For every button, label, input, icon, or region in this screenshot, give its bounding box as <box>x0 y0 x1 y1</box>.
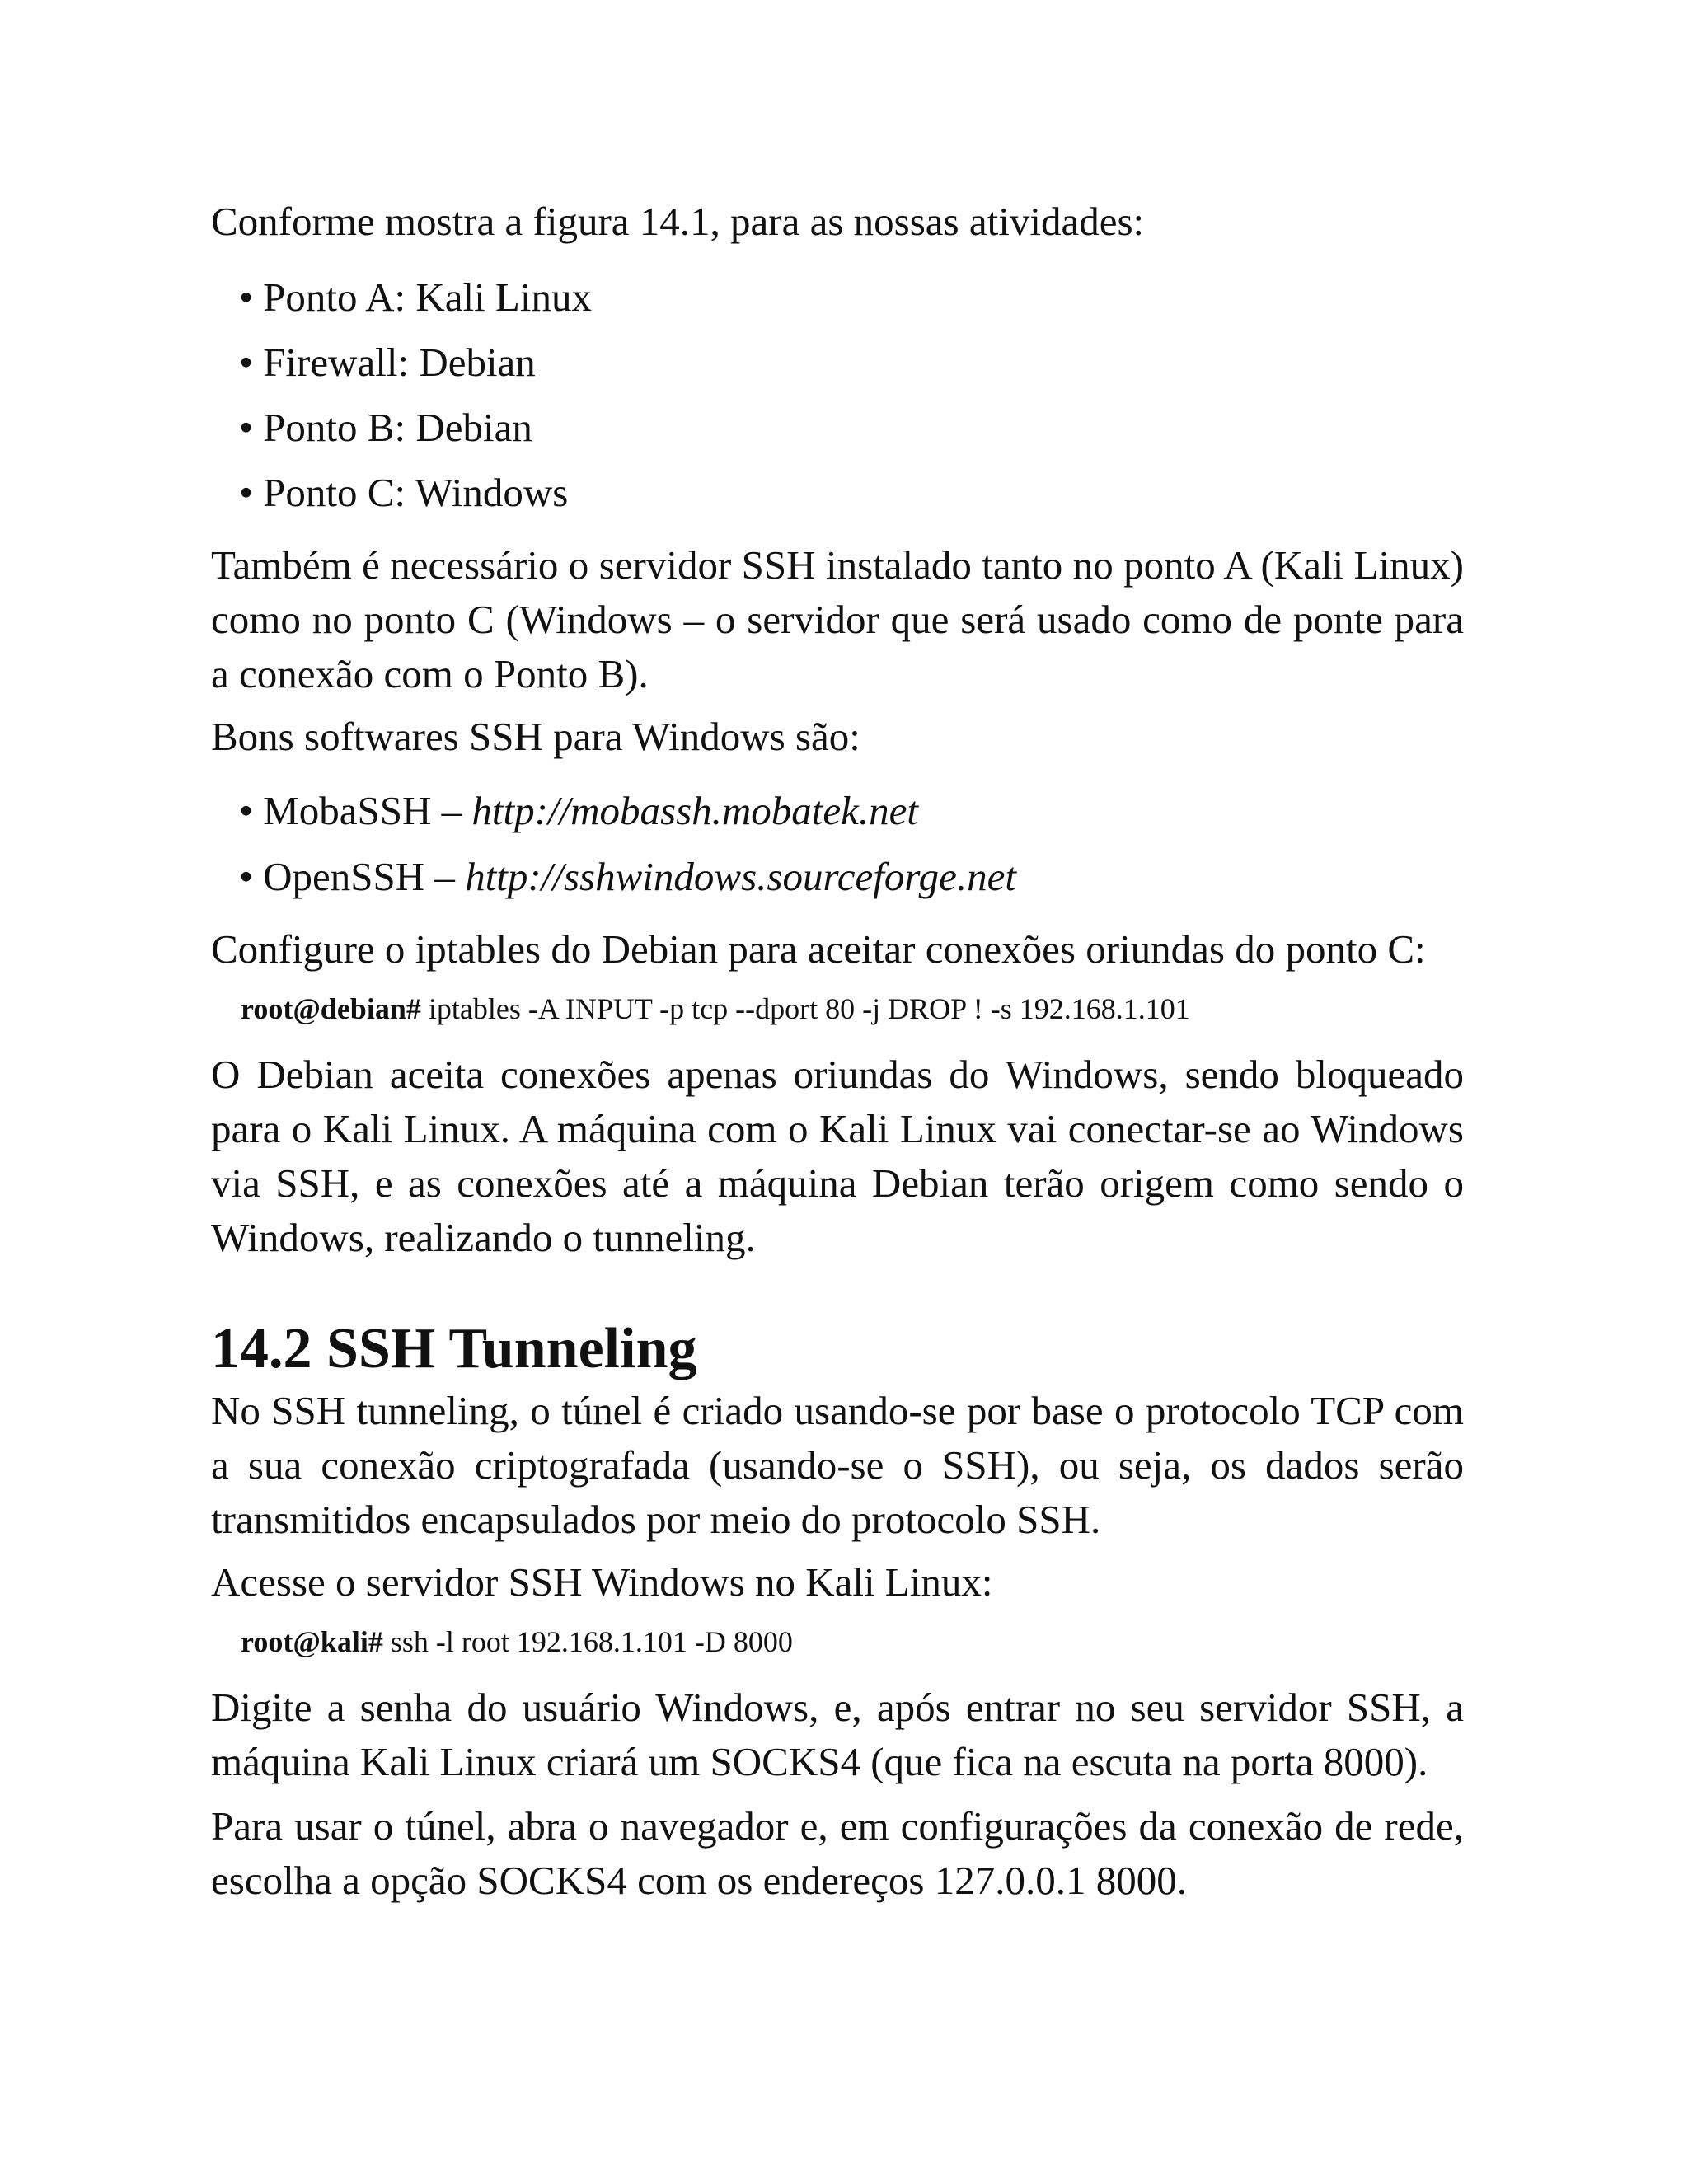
page-content <box>211 194 1464 1908</box>
software-link[interactable]: http://sshwindows.sourceforge.net <box>465 854 1016 899</box>
command-prompt: root@debian# <box>241 992 421 1025</box>
ssh-software-list <box>211 784 1464 904</box>
intro-paragraph: Conforme mostra a figura 14.1, para as nossas atividades: <box>211 199 1145 244</box>
debian-explain-paragraph: O Debian aceita conexões apenas oriundas do Windows, sendo bloqueado para o Kali Linux. A máquina com o Kali Linux vai conectar-se ao Windows via SSH, e as conexões até a máquina Debian terão origem como sendo o Windows, realizando o tunneling. <box>211 1052 1464 1260</box>
list-item: • Ponto B: Debian <box>239 405 532 450</box>
command-text: ssh -l root 192.168.1.101 -D 8000 <box>390 1625 793 1658</box>
list-item <box>211 784 1464 850</box>
bullet-icon: • <box>239 274 254 320</box>
bullet-icon: • <box>239 405 254 450</box>
access-intro: Acesse o servidor SSH Windows no Kali Linux: <box>211 1559 993 1605</box>
list-item: • Ponto C: Windows <box>239 470 569 515</box>
software-name: MobaSSH – <box>263 788 462 833</box>
command-text: iptables -A INPUT -p tcp --dport 80 -j DROP ! -s 192.168.1.101 <box>428 992 1190 1025</box>
ssh-software-intro: Bons softwares SSH para Windows são: <box>211 714 860 759</box>
software-name: OpenSSH – <box>263 854 455 899</box>
bullet-icon: • <box>239 854 254 899</box>
list-item <box>211 850 1464 904</box>
ssh-requirement-paragraph: Também é necessário o servidor SSH instalado tanto no ponto A (Kali Linux) como no ponto C (Windows – o servidor que será usado como de ponte para a conexão com o Ponto B). <box>211 542 1464 696</box>
command-block-kali <box>211 1621 1464 1662</box>
bullet-icon: • <box>239 470 254 515</box>
iptables-intro: Configure o iptables do Debian para aceitar conexões oriundas do ponto C: <box>211 926 1426 972</box>
host-list <box>211 270 1464 520</box>
bullet-icon: • <box>239 788 254 833</box>
command-prompt: root@kali# <box>241 1625 383 1658</box>
software-link[interactable]: http://mobassh.mobatek.net <box>471 788 919 833</box>
command-block-debian <box>211 988 1464 1029</box>
list-item: • Firewall: Debian <box>239 340 536 385</box>
tunneling-paragraph: No SSH tunneling, o túnel é criado usando-se por base o protocolo TCP com a sua conexão criptografada (usando-se o SSH), ou seja, os dados serão transmitidos encapsulados por meio do protocolo SSH. <box>211 1388 1464 1542</box>
section-heading: 14.2 SSH Tunneling <box>211 1317 697 1380</box>
list-item: • Ponto A: Kali Linux <box>239 274 592 320</box>
browser-note-paragraph: Para usar o túnel, abra o navegador e, em configurações da conexão de rede, escolha a opção SOCKS4 com os endereços 127.0.0.1 8000. <box>211 1803 1464 1903</box>
bullet-icon: • <box>239 340 254 385</box>
password-note-paragraph: Digite a senha do usuário Windows, e, após entrar no seu servidor SSH, a máquina Kali Linux criará um SOCKS4 (que fica na escuta na porta 8000). <box>211 1685 1464 1784</box>
